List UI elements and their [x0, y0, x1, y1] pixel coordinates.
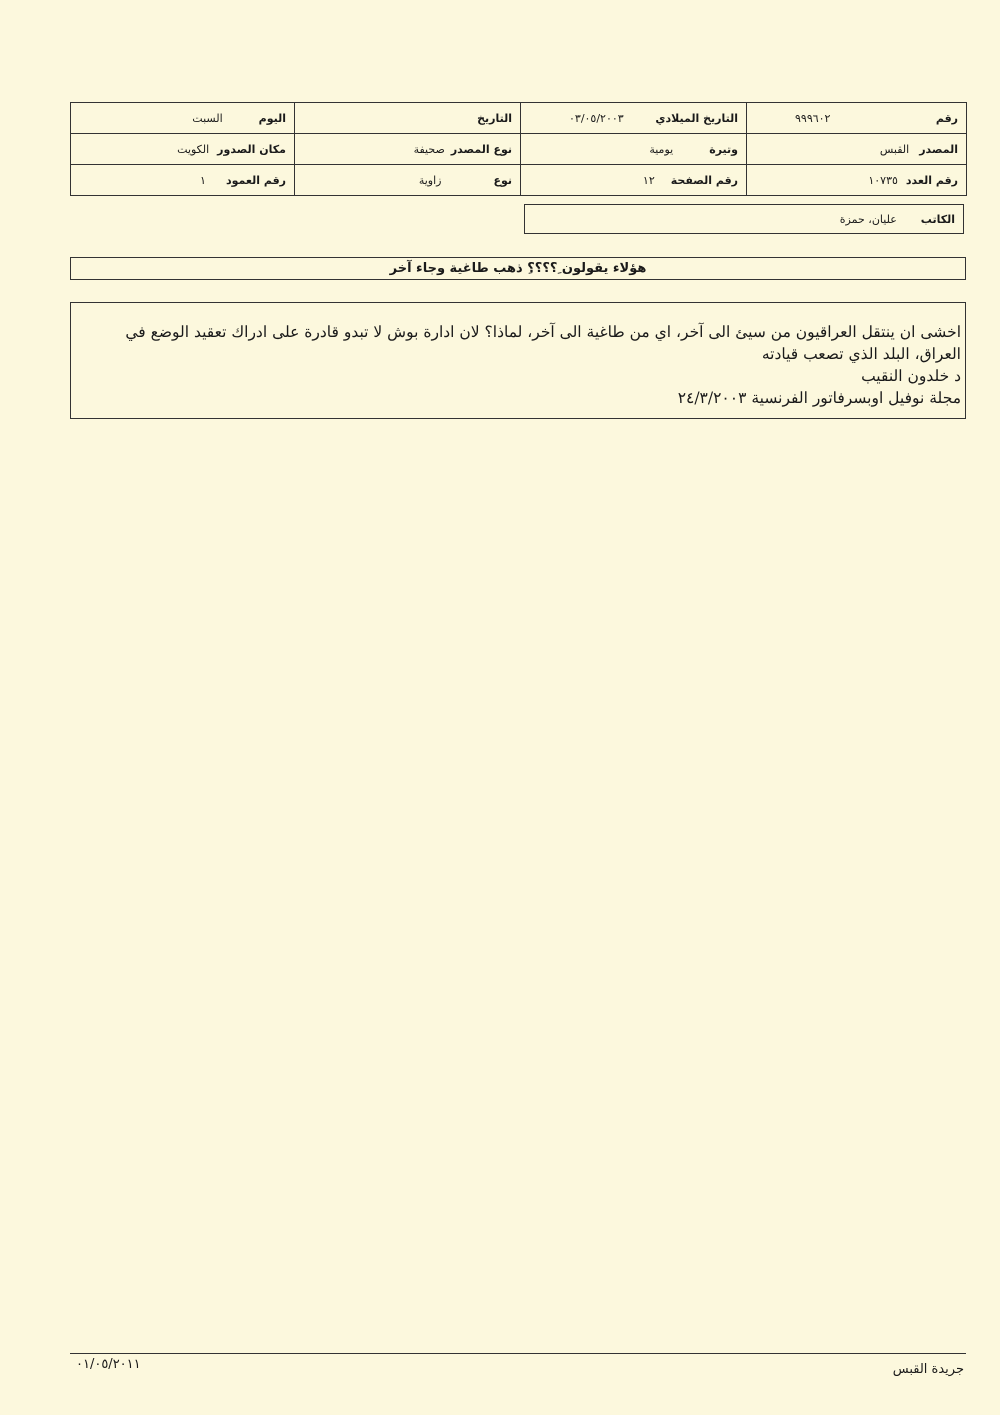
body-line: اخشى ان ينتقل العراقيون من سيئ الى آخر، اي من طاغية الى آخر، لماذا؟ لان ادارة بوش لا تبدو قادرة على ادراك تعقيد الوضع في [125, 323, 961, 341]
cell-number [747, 103, 967, 134]
article-body [70, 302, 966, 419]
label-gregorian-date: التاريخ الميلادي [655, 111, 738, 125]
label-type: نوع [493, 173, 512, 187]
value-number: ٩٩٩٦٠٢ [795, 111, 831, 125]
cell-day [71, 103, 295, 134]
cell-date [295, 103, 521, 134]
label-date: التاريخ [477, 111, 512, 125]
footer-date: ٠١/٠٥/٢٠١١ [76, 1357, 141, 1372]
author-box [524, 204, 964, 234]
label-column-number: رقم العمود [225, 173, 286, 187]
label-issue-number: رقم العدد [905, 173, 958, 187]
value-column-number: ١ [200, 173, 206, 187]
metadata-table [70, 102, 967, 196]
label-source-type: نوع المصدر [450, 142, 512, 156]
label-frequency: وتيرة [709, 142, 738, 156]
label-issue-place: مكان الصدور [217, 142, 286, 156]
value-issue-place: الكويت [177, 142, 210, 156]
body-line: مجلة نوفيل اوبسرفاتور الفرنسية ٢٤/٣/٢٠٠٣ [677, 389, 961, 407]
cell-source [747, 134, 967, 165]
metadata-row-1 [71, 103, 967, 134]
value-type: زاوية [418, 173, 442, 187]
label-source: المصدر [919, 142, 958, 156]
cell-frequency [521, 134, 747, 165]
value-gregorian-date: ٠٣/٠٥/٢٠٠٣ [569, 111, 624, 125]
footer-divider [70, 1353, 966, 1354]
label-page-number: رقم الصفحة [670, 173, 738, 187]
value-source: القبس [879, 142, 910, 156]
value-day: السبت [192, 111, 223, 125]
body-line: العراق، البلد الذي تصعب قيادته [761, 345, 961, 363]
cell-issue-place [71, 134, 295, 165]
author-label: الكاتب [920, 212, 955, 226]
cell-type [295, 165, 521, 196]
author-name: عليان، حمزة [839, 212, 897, 226]
value-frequency: يومية [649, 142, 674, 156]
label-number: رقم [935, 111, 958, 125]
cell-gregorian-date [521, 103, 747, 134]
body-line: د خلدون النقيب [861, 367, 961, 385]
value-source-type: صحيفة [413, 142, 445, 156]
cell-column-number [71, 165, 295, 196]
cell-source-type [295, 134, 521, 165]
value-page-number: ١٢ [642, 173, 655, 187]
label-day: اليوم [258, 111, 286, 125]
article-title: هؤلاء يقولون ِ؟؟؟؟ِ ذهب طاغية وجاء آخر [70, 257, 966, 280]
metadata-row-2 [71, 134, 967, 165]
cell-issue-number [747, 165, 967, 196]
value-issue-number: ١٠٧٣٥ [868, 173, 898, 187]
cell-page-number [521, 165, 747, 196]
metadata-row-3 [71, 165, 967, 196]
footer-publication: جريدة القبس [892, 1362, 964, 1377]
